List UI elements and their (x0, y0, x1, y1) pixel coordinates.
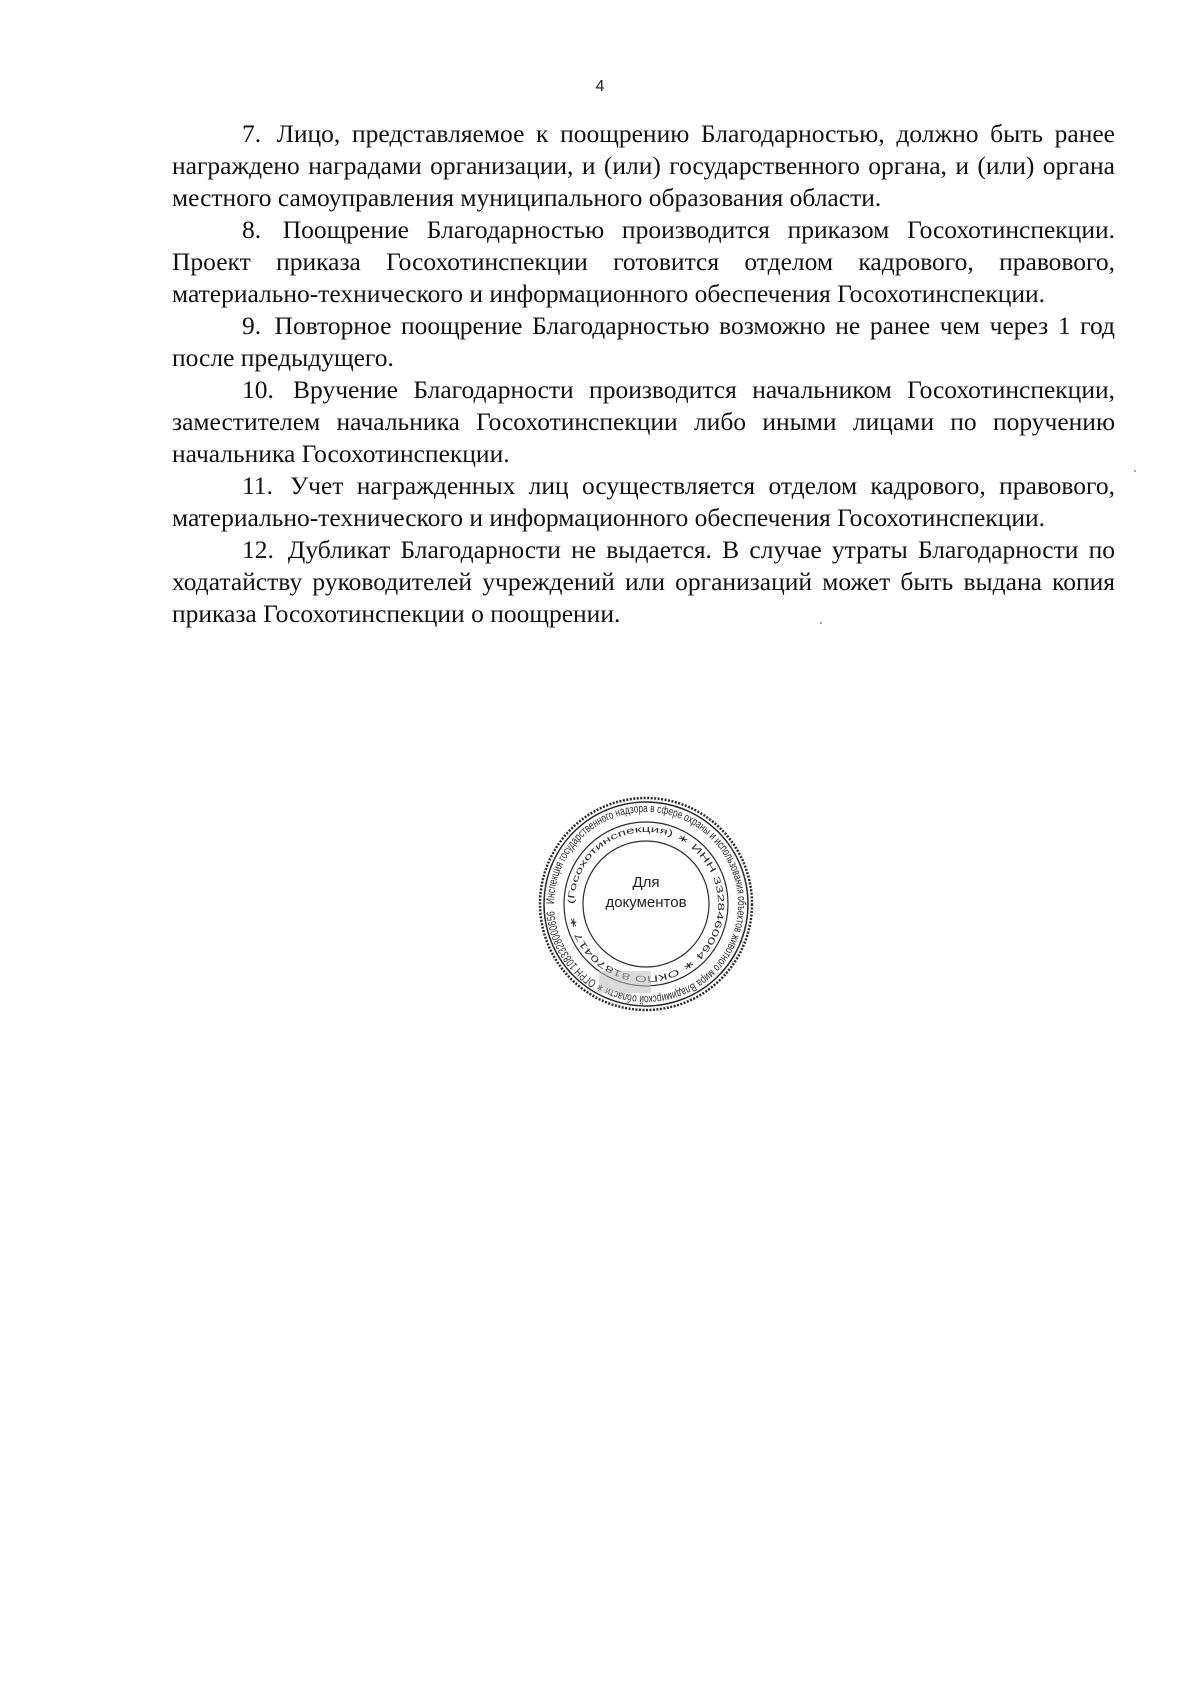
paragraph-text: Поощрение Благодарностью производится приказом Госохотинспекции. Проект приказа Госохотинспекции готовится отделом кадрового, правового, материально-технического и информационного обеспечения Госохотинспекции. (172, 215, 1115, 308)
paragraph-text: Вручение Благодарности производится начальником Госохотинспекции, заместителем начальника Госохотинспекции либо иными лицами по поручению начальника Госохотинспекции. (172, 375, 1116, 468)
paragraph-number: 8. (242, 215, 262, 244)
stamp-outer-text: Инспекция государственного надзора в сфере охраны и использования объектов животного мира Владимирской облас ОГРН 1083328000656 (544, 802, 748, 1006)
paragraph-12 (172, 534, 1115, 630)
paragraph-11 (172, 470, 1115, 534)
scan-speck (1134, 470, 1136, 472)
paragraph-text: Лицо, представляемое к поощрению Благодарностью, должно быть ранее награждено наградами организации, и (или) государственного органа, и (или) органа местного самоуправления муниципального образования области. (172, 119, 1116, 212)
paragraph-10 (172, 374, 1115, 470)
paragraph-number: 12. (242, 535, 274, 564)
stamp-center-line-1: Для (632, 874, 660, 891)
paragraph-text: Повторное поощрение Благодарностью возможно не ранее чем через 1 год после предыдущего. (172, 311, 1115, 372)
stamp-center-label (537, 873, 755, 913)
stamp-inner-text: (Госохотинспекция) ∗ ИНН 3328460064 ∗ ОКП 870417 ∗ (565, 823, 727, 984)
document-body (172, 118, 1115, 630)
paragraph-text: Учет награжденных лиц осуществляется отделом кадрового, правового, материально-технического и информационного обеспечения Госохотинспекции. (172, 471, 1115, 532)
official-stamp (537, 795, 755, 1013)
paragraph-8 (172, 214, 1115, 310)
paragraph-number: 10. (242, 375, 274, 404)
page-number: 4 (595, 78, 605, 95)
stamp-security-pattern (599, 971, 651, 993)
stamp-center-line-2: документов (605, 894, 687, 911)
paragraph-9 (172, 310, 1115, 374)
paragraph-number: 7. (242, 119, 262, 148)
paragraph-7 (172, 118, 1115, 214)
paragraph-text: Дубликат Благодарности не выдается. В случае утраты Благодарности по ходатайству руководителей учреждений или организаций может быть выдана копия приказа Госохотинспекции о поощрении. (172, 535, 1115, 628)
paragraph-number: 9. (242, 311, 262, 340)
scan-speck (820, 622, 822, 624)
paragraph-number: 11. (242, 471, 273, 500)
